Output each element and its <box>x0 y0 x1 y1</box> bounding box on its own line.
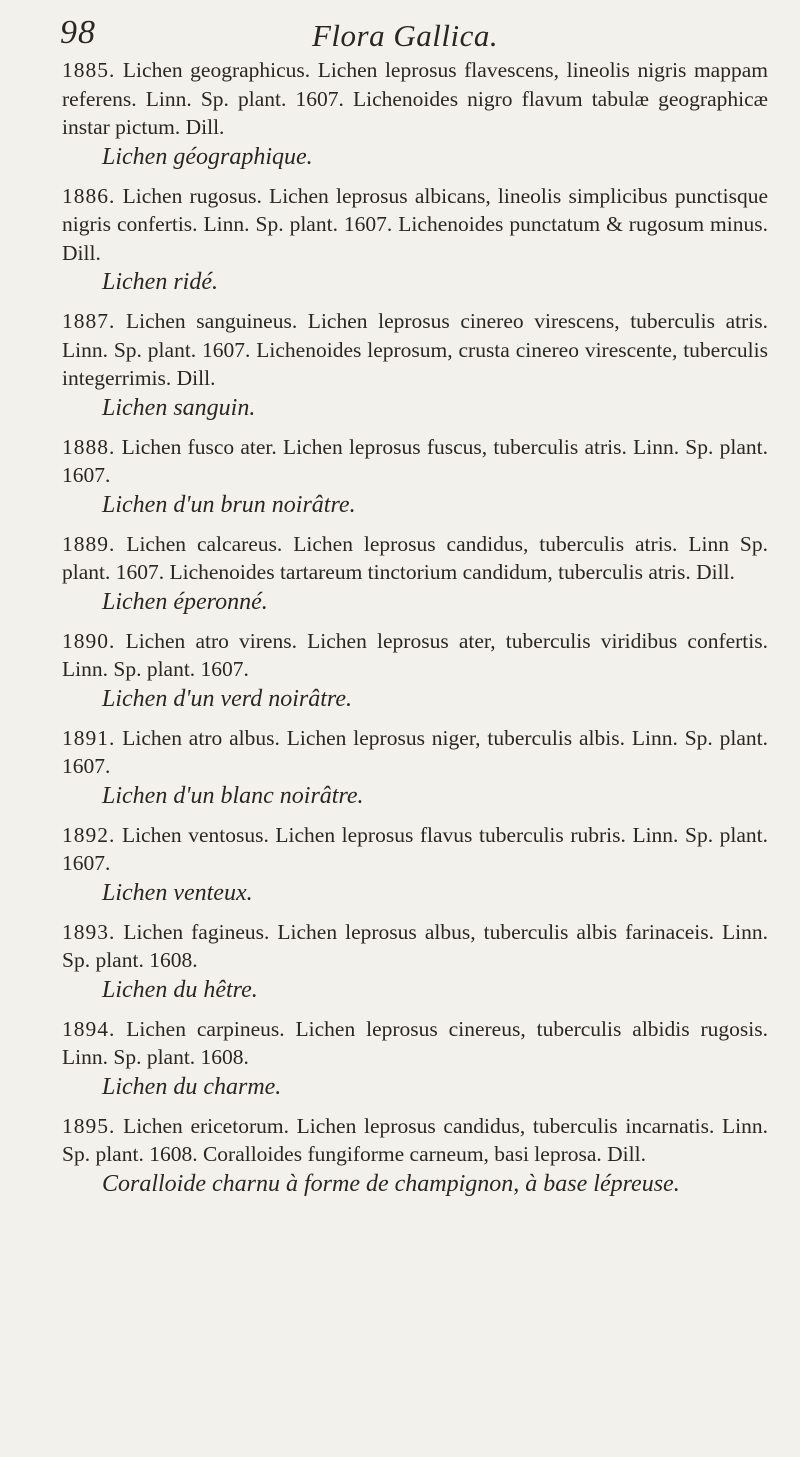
entry-number: 1892. <box>62 822 116 847</box>
french-name: Lichen d'un brun noirâtre. <box>102 491 356 518</box>
species-entry <box>62 56 768 173</box>
entry-number: 1888. <box>62 434 116 459</box>
latin-description <box>62 530 768 587</box>
latin-text: Lichen ericetorum. Lichen leprosus candidus, tuberculis incarnatis. Linn. Sp. plant. 1608. Coralloides fungiforme carneum, basi leprosa. Dill. <box>62 1113 768 1166</box>
species-entry <box>62 918 768 1006</box>
latin-text: Lichen ventosus. Lichen leprosus flavus tuberculis rubris. Linn. Sp. plant. 1607. <box>62 822 769 875</box>
entry-number: 1889. <box>62 531 116 556</box>
species-entry <box>62 1015 768 1103</box>
species-entry <box>62 182 768 299</box>
page-number: 98 <box>60 14 96 51</box>
entry-number: 1887. <box>62 309 116 333</box>
latin-description <box>62 821 768 878</box>
latin-text: Lichen carpineus. Lichen leprosus cinereus, tuberculis albidis rugosis. Linn. Sp. plant. 1608. <box>62 1016 769 1069</box>
entry-number: 1886. <box>62 183 116 208</box>
latin-text: Lichen fagineus. Lichen leprosus albus, tuberculis albis farinaceis. Linn. Sp. plant. 1608. <box>62 919 769 972</box>
french-name: Lichen du hêtre. <box>102 976 258 1003</box>
latin-description <box>62 56 768 142</box>
entry-number: 1894. <box>62 1016 116 1041</box>
latin-description <box>62 627 768 684</box>
entry-number: 1891. <box>62 725 116 750</box>
latin-description <box>62 307 768 393</box>
latin-text: Lichen atro virens. Lichen leprosus ater, tuberculis viridibus confertis. Linn. Sp. plant. 1607. <box>62 628 768 681</box>
species-entry <box>62 1112 768 1200</box>
entry-number: 1890. <box>62 628 116 653</box>
running-title: Flora Gallica. <box>312 18 499 53</box>
latin-description <box>62 918 768 975</box>
french-name: Coralloide charnu à forme de champignon, à base lépreuse. <box>102 1170 680 1197</box>
species-entry <box>62 627 768 715</box>
french-name: Lichen d'un verd noirâtre. <box>102 685 352 712</box>
french-name: Lichen sanguin. <box>102 394 256 421</box>
latin-description <box>62 1112 768 1169</box>
latin-description <box>62 182 768 268</box>
species-entry <box>62 821 768 909</box>
french-name: Lichen géographique. <box>102 143 313 170</box>
species-entry <box>62 433 768 521</box>
latin-text: Lichen atro albus. Lichen leprosus niger, tuberculis albis. Linn. Sp. plant. 1607. <box>62 725 769 778</box>
french-name: Lichen d'un blanc noirâtre. <box>102 782 364 809</box>
french-name: Lichen du charme. <box>102 1073 282 1100</box>
french-name: Lichen venteux. <box>102 879 253 906</box>
species-entry <box>62 307 768 424</box>
latin-text: Lichen geographicus. Lichen leprosus flavescens, lineolis nigris mappam referens. Linn. Sp. plant. 1607. Lichenoides nigro flavum tabulæ geographicæ instar pictum. Dill. <box>62 58 768 139</box>
latin-text: Lichen calcareus. Lichen leprosus candidus, tuberculis atris. Linn Sp. plant. 1607. Lichenoides tartareum tinctorium candidum, tuberculis atris. Dill. <box>62 531 768 584</box>
species-entry <box>62 724 768 812</box>
entry-number: 1895. <box>62 1113 116 1138</box>
latin-description <box>62 433 768 490</box>
page-header <box>60 14 780 60</box>
latin-text: Lichen sanguineus. Lichen leprosus cinereo virescens, tuberculis atris. Linn. Sp. plant. 1607. Lichenoides leprosum, crusta cinereo virescente, tuberculis integerrimis. Dill. <box>62 309 768 390</box>
page-body <box>62 56 768 1200</box>
french-name: Lichen ridé. <box>102 269 218 295</box>
latin-text: Lichen fusco ater. Lichen leprosus fuscus, tuberculis atris. Linn. Sp. plant. 1607. <box>62 434 769 487</box>
species-entry <box>62 530 768 618</box>
latin-description <box>62 1015 768 1072</box>
latin-text: Lichen rugosus. Lichen leprosus albicans, lineolis simplicibus punctisque nigris confertis. Linn. Sp. plant. 1607. Lichenoides punctatum & rugosum minus. Dill. <box>62 183 769 265</box>
entry-number: 1885. <box>62 58 116 82</box>
french-name: Lichen éperonné. <box>102 588 268 615</box>
entry-number: 1893. <box>62 919 116 944</box>
latin-description <box>62 724 768 781</box>
